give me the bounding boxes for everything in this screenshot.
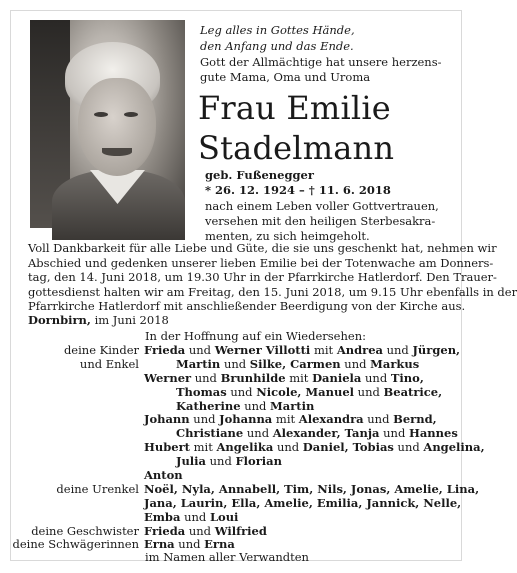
relation-label: deine Geschwister	[31, 523, 139, 538]
connector-text: und	[393, 440, 424, 455]
mourner-name: Erna	[144, 537, 175, 552]
quote-line: Leg alles in Gottes Hände,	[200, 23, 355, 37]
connector-text: und	[379, 426, 409, 441]
mourner-names	[176, 386, 442, 400]
connector-text: und	[240, 398, 271, 413]
connector-text: und	[206, 454, 236, 469]
mourner-name: Christiane	[176, 426, 244, 441]
mourner-name: Jana, Laurin, Ella, Amelie, Emilia, Jannick, Nelle,	[144, 495, 462, 510]
mourner-name: Julia	[176, 454, 206, 469]
mourner-name: Anton	[144, 468, 183, 483]
connector-text: und	[220, 356, 250, 371]
mourner-name: Werner Villotti	[214, 343, 311, 357]
mourner-name: Martin	[270, 398, 315, 413]
mourner-row	[0, 440, 485, 455]
mourner-name: Loui	[209, 509, 239, 524]
mourner-name: Martin	[176, 356, 221, 371]
connector-text: und	[174, 537, 205, 552]
connector-text: und	[180, 509, 210, 524]
name-line-2: Stadelmann	[198, 129, 395, 167]
mourner-name: Brunhilde	[220, 370, 286, 385]
mourner-name: Beatrice,	[383, 384, 443, 399]
mourner-row	[0, 525, 474, 539]
connector-text: mit	[310, 343, 337, 357]
connector-text: mit	[285, 370, 313, 385]
connector-text: und	[185, 523, 215, 538]
relation-label: deine Kinder	[63, 343, 139, 357]
death-line: versehen mit den heiligen Sterbesakra-	[205, 214, 436, 228]
funeral-announcement	[28, 241, 517, 314]
life-dates: * 26. 12. 1924 – † 11. 6. 2018	[205, 183, 391, 197]
mourner-name: Markus	[370, 356, 420, 371]
mourner-name: Hubert	[144, 440, 190, 455]
relation-label: deine Schwägerinnen	[12, 537, 139, 552]
mourner-name: Frieda	[144, 343, 186, 357]
mourner-name: Wilfried	[214, 523, 267, 538]
mourner-name: Erna	[204, 537, 235, 552]
connector-text: und	[226, 384, 257, 399]
mourner-name: Johann	[144, 412, 190, 427]
mourner-row	[0, 358, 474, 372]
mourner-name: Alexander, Tanja	[272, 426, 380, 441]
relation-label: und Enkel	[79, 356, 139, 371]
mourner-row	[0, 497, 474, 511]
mourner-row	[0, 372, 474, 386]
name-line-1: Frau Emilie	[198, 89, 391, 127]
birth-info	[205, 168, 391, 198]
mourner-name: Daniel, Tobias	[302, 440, 394, 455]
death-line: nach einem Leben voller Gottvertrauen,	[205, 199, 439, 213]
connector-text: mit	[189, 440, 217, 455]
mourner-row	[0, 455, 474, 469]
mourner-name: Angelika	[216, 440, 274, 455]
mourner-names	[144, 344, 460, 358]
connector-text: und	[363, 412, 394, 427]
portrait-photo	[30, 20, 185, 228]
hope-line: In der Hoffnung auf ein Wiedersehen:	[145, 329, 366, 343]
place-city: Dornbirn,	[28, 313, 91, 327]
announcement-line: tag, den 14. Juni 2018, um 19.30 Uhr in der Pfarrkirche Hatlerdorf. Den Trauer-	[28, 270, 497, 284]
quote-line: den Anfang und das Ende.	[200, 39, 354, 53]
mourner-name: Thomas	[176, 384, 227, 399]
mourner-row	[0, 386, 474, 400]
closing-line: im Namen aller Verwandten	[145, 550, 309, 564]
mourner-name: Alexandra	[298, 412, 364, 427]
mourner-name: Andrea	[336, 343, 383, 357]
mourner-name: Daniela	[312, 370, 362, 385]
place-month: im Juni 2018	[94, 313, 169, 327]
mourner-names	[144, 413, 437, 427]
mourner-row	[0, 400, 474, 414]
death-line: menten, zu sich heimgeholt.	[205, 229, 370, 243]
mourner-names	[176, 427, 458, 441]
connector-text: und	[361, 370, 391, 385]
connector-text: und	[189, 412, 220, 427]
mourner-name: Jürgen,	[412, 343, 461, 357]
announcement-line: Abschied und gedenken unserer lieben Emilie bei der Totenwache am Donners-	[28, 255, 494, 270]
mourners-list	[0, 343, 485, 552]
mourner-row	[0, 469, 474, 483]
mourner-names	[176, 400, 314, 414]
mourner-names	[144, 497, 461, 511]
mourner-names	[144, 441, 485, 455]
mourner-name: Florian	[235, 454, 282, 469]
mourner-name: Werner	[144, 370, 192, 385]
mourner-name: Frieda	[144, 523, 186, 538]
mourner-name: Tino,	[390, 370, 424, 385]
maiden-name: geb. Fußenegger	[205, 168, 314, 182]
mourner-name: Bernd,	[393, 412, 437, 427]
announcement-line: gottesdienst halten wir am Freitag, den 15. Juni 2018, um 9.15 Uhr ebenfalls in der	[28, 284, 517, 299]
mourner-names	[144, 511, 238, 525]
place-date	[28, 313, 169, 328]
mourner-name: Hannes	[408, 426, 458, 441]
mourner-name: Angelina,	[423, 440, 485, 455]
connector-text: und	[382, 343, 413, 357]
connector-text: und	[340, 356, 371, 371]
connector-text: und	[243, 426, 273, 441]
mourner-names	[144, 469, 183, 483]
mourner-name: Noël, Nyla, Annabell, Tim, Nils, Jonas, Amelie, Lina,	[144, 481, 480, 496]
connector-text: mit	[272, 412, 299, 427]
mourner-row	[0, 413, 474, 427]
mourner-names	[144, 372, 424, 386]
intro-text	[200, 55, 460, 85]
mourner-name: Johanna	[219, 412, 273, 427]
mourner-row	[0, 344, 474, 358]
connector-text: und	[354, 384, 384, 399]
announcement-line: Voll Dankbarkeit für alle Liebe und Güte, die sie uns geschenkt hat, nehmen wir	[28, 241, 497, 255]
announcement-line: Pfarrkirche Hatlerdorf mit anschließender Beerdigung von der Kirche aus.	[28, 299, 466, 313]
bible-quote	[200, 22, 460, 54]
intro-line: gute Mama, Oma und Uroma	[200, 70, 371, 84]
mourner-name: Silke, Carmen	[249, 356, 341, 371]
intro-line: Gott der Allmächtige hat unsere herzens-	[200, 55, 442, 69]
deceased-name	[198, 88, 394, 168]
mourner-name: Emba	[144, 509, 181, 524]
mourner-name: Nicole, Manuel	[256, 384, 355, 399]
mourner-names	[144, 525, 267, 539]
mourner-names	[176, 455, 282, 469]
mourner-name: Katherine	[176, 398, 241, 413]
connector-text: und	[185, 343, 215, 357]
mourner-row	[0, 511, 474, 525]
mourner-row	[0, 481, 480, 497]
connector-text: und	[191, 370, 221, 385]
mourner-row	[0, 427, 474, 441]
death-text	[205, 199, 439, 244]
relation-label: deine Urenkel	[56, 481, 139, 496]
mourner-names	[144, 483, 479, 497]
connector-text: und	[273, 440, 303, 455]
mourner-names	[176, 358, 419, 372]
